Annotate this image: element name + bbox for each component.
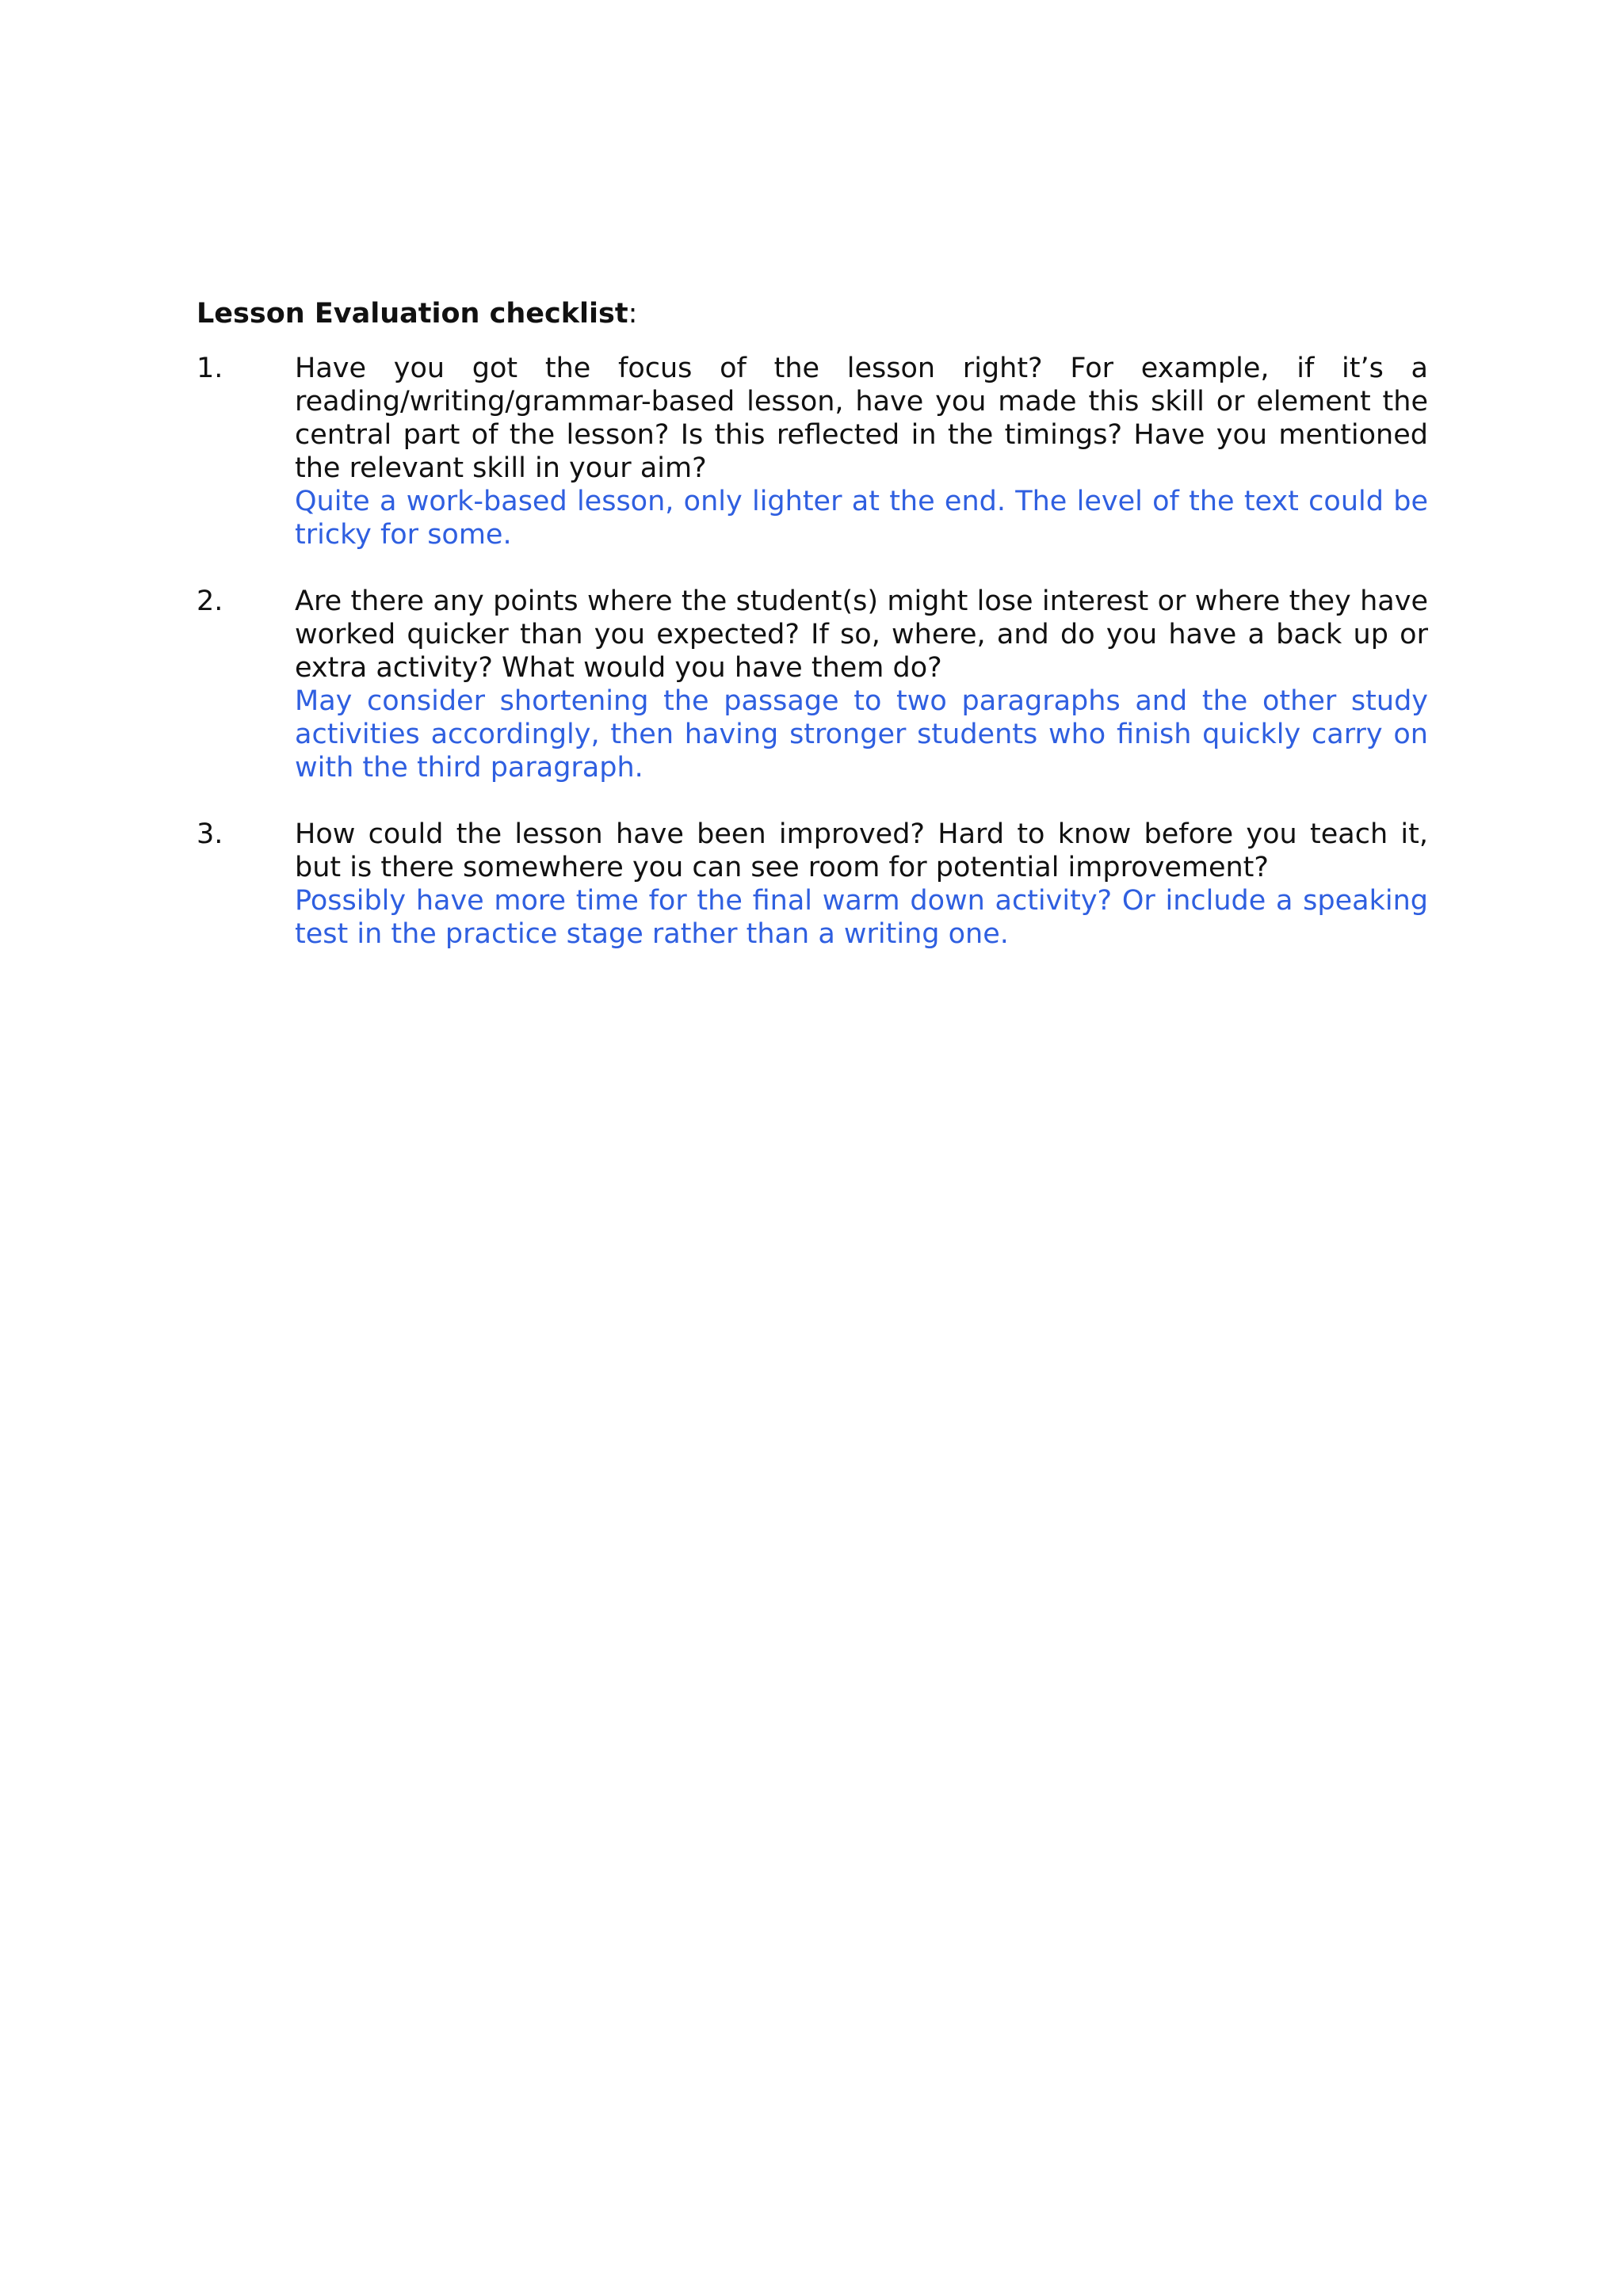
item-body [295,352,1428,551]
item-number: 3. [197,818,223,850]
document-content [197,293,1428,984]
item-question: How could the lesson have been improved? Hard to know before you teach it, but is there somewhere you can see room for potential improvement? [295,818,1428,883]
item-body [295,585,1428,784]
item-answer: May consider shortening the passage to two paragraphs and the other study activities accordingly, then having stronger students who finish quickly carry on with the third paragraph. [295,685,1428,784]
item-body [295,818,1428,951]
item-question: Are there any points where the student(s) might lose interest or where they have worked quicker than you expected? If so, where, and do you have a back up or extra activity? What would you have them do? [295,585,1428,684]
item-answer: Quite a work-based lesson, only lighter at the end. The level of the text could be tricky for some. [295,486,1428,551]
title-text: Lesson Evaluation checklist [197,298,628,330]
item-answer: Possibly have more time for the final warm down activity? Or include a speaking test in the practice stage rather than a writing one. [295,885,1428,950]
item-question: Have you got the focus of the lesson right? For example, if it’s a reading/writing/grammar-based lesson, have you made this skill or element the central part of the lesson? Is this reflected in the timings? Have you mentioned the relevant skill in your aim? [295,353,1428,484]
checklist-item-2 [197,585,1428,784]
checklist-item-3 [197,818,1428,951]
item-number: 1. [197,353,223,384]
item-number: 2. [197,585,223,617]
checklist-item-1 [197,352,1428,551]
page-title [197,293,1428,334]
title-suffix: : [628,298,638,330]
